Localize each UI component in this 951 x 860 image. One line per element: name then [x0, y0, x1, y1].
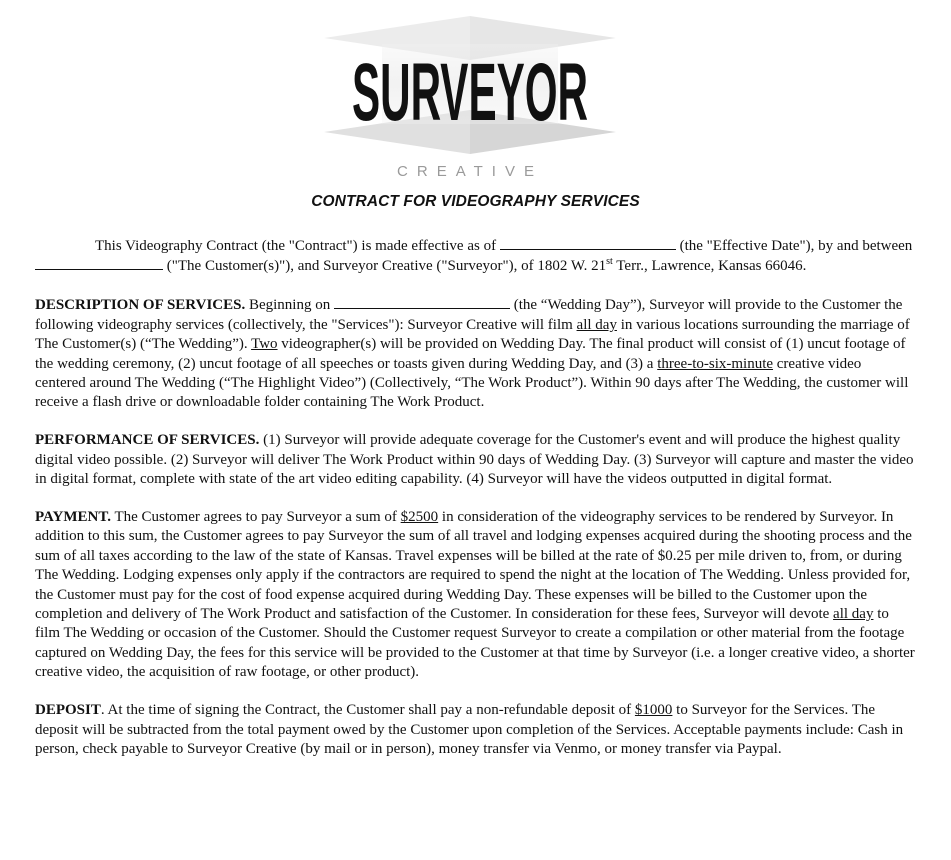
description-underline-3: three-to-six-minute [657, 355, 774, 372]
payment-amount: $2500 [400, 508, 439, 525]
deposit-text-1: . At the time of signing the Contract, the Customer shall pay a non-refundable deposit of [100, 702, 635, 719]
description-underline-1: all day [576, 316, 617, 333]
contract-body [35, 236, 915, 778]
description-underline-2: Two [251, 336, 278, 353]
description-heading: DESCRIPTION OF SERVICES. [35, 297, 246, 314]
customer-name-blank[interactable] [35, 256, 163, 270]
payment-paragraph [35, 508, 915, 683]
deposit-text-2: to Surveyor for the Services. The deposit will be subtracted from the total payment owed by the Customer upon completion of the Services. Acceptable payments include: Cash in person, check payable to Surveyor Creative (by mail or in person), money transfer via Venmo, or money transfer via Paypal. [35, 702, 904, 757]
performance-paragraph [35, 431, 915, 489]
performance-heading: PERFORMANCE OF SERVICES. [35, 432, 260, 449]
description-text-3: in various locations surrounding the marriage of The Customer(s) (“The Wedding”). [35, 316, 910, 353]
description-text-1: Beginning on [245, 297, 334, 314]
deposit-amount: $1000 [634, 702, 673, 719]
intro-paragraph [35, 236, 915, 277]
logo-graphic [320, 14, 620, 184]
deposit-paragraph [35, 701, 915, 759]
payment-text-3: to film The Wedding or occasion of the Customer. Should the Customer request Surveyor to create a compilation or other material from the footage captured on Wedding Day, the fees for this service will be provided to the Customer at that time by Surveyor (i.e. a longer creative video, a shorter creative video, the acquisition of raw footage, or other product). [35, 606, 915, 681]
payment-text-2: in consideration of the videography services to be rendered by Surveyor. In addition to this sum, the Customer agrees to pay Surveyor the sum of all travel and lodging expenses acquired during the shooting process and the sum of all taxes according to the law of the state of Kansas. Travel expenses will be billed at the rate of $0.25 per mile driven to, from, or during The Wedding. Lodging expenses only apply if the contractors are required to spend the night at the location of The Wedding. Unless provided for, the Customer must pay for the cost of food expense acquired during Wedding Day. These expenses will be billed to the Customer upon the completion and delivery of The Work Product and satisfaction of the Customer. In consideration for these fees, Surveyor will devote [35, 508, 912, 622]
ordinal-suffix: st [606, 256, 613, 268]
contract-title: CONTRACT FOR VIDEOGRAPHY SERVICES [311, 193, 640, 210]
description-text-5: creative video centered around The Wedding (“The Highlight Video”) (Collectively, “The Work Product”). Within 90 days after The Wedding, the customer will receive a flash drive or downloadable folder containing The Work Product. [35, 355, 909, 411]
description-text-4: videographer(s) will be provided on Wedding Day. The final product will consist of (1) uncut footage of the wedding ceremony, (2) uncut footage of all speeches or toasts given during Wedding Day, and (3) a [35, 336, 906, 372]
performance-text: (1) Surveyor will provide adequate coverage for the Customer's event and will produce the highest quality digital video possible. (2) Surveyor will deliver The Work Product within 90 days of Wedding Day. (3) Surveyor will capture and master the video in digital format, complete with state of the art video editing capability. (4) Surveyor will have the videos outputted in digital format. [35, 432, 914, 488]
surveyor-creative-logo [320, 14, 620, 184]
payment-text-1: The Customer agrees to pay Surveyor a sum of [110, 508, 401, 525]
wedding-day-blank[interactable] [334, 295, 510, 309]
intro-text-2: (the "Effective Date"), by and between [675, 238, 913, 254]
intro-text-1: This Videography Contract (the "Contract") is made effective as of [95, 238, 500, 254]
deposit-heading: DEPOSIT [35, 702, 101, 719]
intro-text-3: ("The Customer(s)"), and Surveyor Creative ("Surveyor"), of 1802 W. 21 [163, 258, 607, 275]
effective-date-blank[interactable] [500, 236, 676, 250]
payment-underline-2: all day [833, 606, 874, 622]
logo-wordmark: SURVEYOR [352, 47, 588, 138]
intro-text-4: Terr., Lawrence, Kansas 66046. [612, 258, 807, 275]
description-paragraph [35, 295, 915, 412]
description-text-2: (the “Wedding Day”), Surveyor will provide to the Customer the following videography services (collectively, the "Services"): Surveyor Creative will film [35, 297, 903, 333]
logo-tagline: CREATIVE [397, 163, 543, 180]
payment-heading: PAYMENT. [35, 508, 111, 525]
